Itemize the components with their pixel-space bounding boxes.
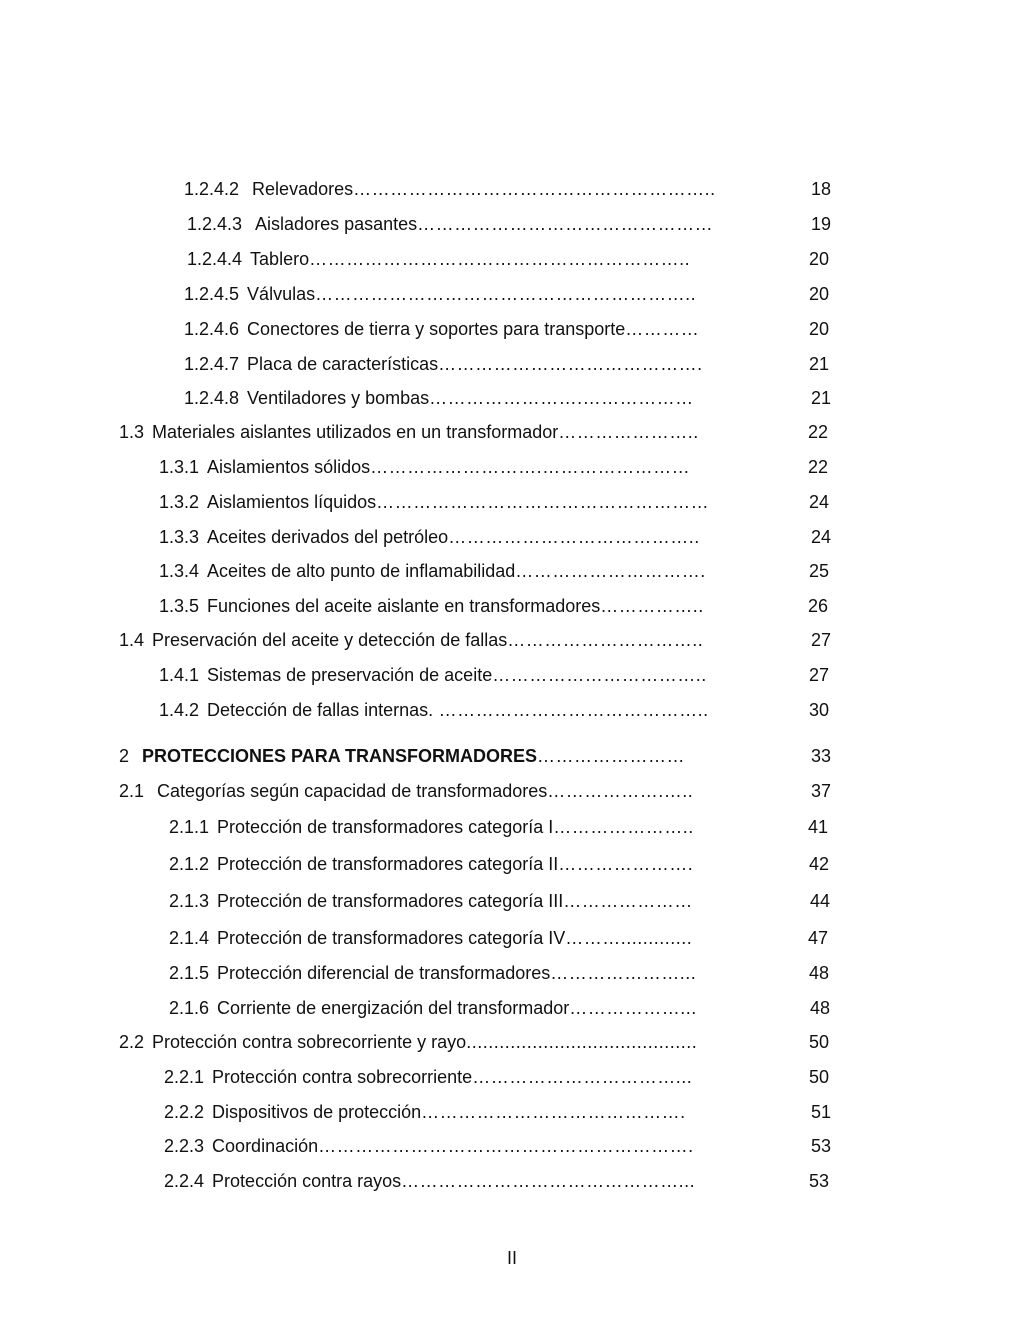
- toc-entry-leader: ……………………………………………………..: [309, 249, 691, 269]
- toc-entry: [0, 419, 1024, 445]
- toc-entry: [0, 211, 1024, 237]
- toc-entry-number: 2.2.3: [164, 1136, 205, 1156]
- toc-entry-text: [184, 281, 696, 307]
- toc-entry-leader: …………………………………………………….: [318, 1136, 694, 1156]
- toc-entry-text: [184, 176, 716, 202]
- toc-entry: [0, 697, 1024, 723]
- toc-entry-text: [159, 489, 709, 515]
- toc-entry-title: Placa de características: [247, 354, 439, 374]
- toc-entry-page: 37: [811, 781, 832, 801]
- toc-entry: [0, 1133, 1024, 1159]
- toc-entry-page: 44: [810, 891, 831, 911]
- toc-entry-page: 26: [808, 596, 829, 616]
- toc-entry-text: [119, 419, 699, 445]
- toc-entry-text: [164, 1099, 686, 1125]
- toc-entry-title: Aisladores pasantes: [255, 214, 418, 234]
- toc-entry-leader: …………………: [563, 891, 693, 911]
- toc-entry: [0, 814, 1024, 840]
- toc-entry-page: 21: [809, 354, 830, 374]
- toc-entry-page: 22: [808, 457, 829, 477]
- toc-entry-text: [169, 814, 694, 840]
- toc-entry: [0, 960, 1024, 986]
- toc-entry-text: [184, 351, 703, 377]
- toc-entry-text: [159, 524, 700, 550]
- toc-entry-title: Protección de transformadores categoría I: [217, 817, 554, 837]
- toc-entry-leader: ………………………….: [515, 561, 706, 581]
- toc-entry-number: 1.2.4.5: [184, 284, 240, 304]
- toc-entry-number: 1.2.4.8: [184, 388, 240, 408]
- toc-entry-number: 1.4.2: [159, 700, 200, 720]
- toc-entry: [0, 995, 1024, 1021]
- toc-entry-number: 2.2.4: [164, 1171, 205, 1191]
- toc-entry-text: [164, 1168, 695, 1194]
- toc-entry-text: [159, 697, 709, 723]
- toc-entry: [0, 489, 1024, 515]
- toc-entry-leader: ……………………………………..: [433, 700, 709, 720]
- toc-entry-leader: …………………….………………: [429, 388, 694, 408]
- toc-entry-title: Sistemas de preservación de aceite: [207, 665, 493, 685]
- toc-entry-leader: …………………..: [558, 422, 699, 442]
- toc-entry: [0, 176, 1024, 202]
- toc-entry-leader: …………: [625, 319, 700, 339]
- toc-entry-page: 25: [809, 561, 830, 581]
- toc-entry-page: 47: [808, 928, 829, 948]
- toc-entry-page: 22: [808, 422, 829, 442]
- toc-entry-leader: ……………..: [600, 596, 704, 616]
- toc-entry-page: 53: [809, 1171, 830, 1191]
- toc-entry-number: 1.2.4.2: [184, 179, 245, 199]
- toc-entry-number: 1.2.4.3: [187, 214, 248, 234]
- toc-entry: [0, 851, 1024, 877]
- toc-entry-title: Aceites derivados del petróleo: [207, 527, 449, 547]
- toc-entry-number: 2.1.3: [169, 891, 210, 911]
- toc-entry-page: 30: [809, 700, 830, 720]
- toc-entry-text: [164, 1133, 694, 1159]
- toc-entry-text: [169, 851, 693, 877]
- toc-entry: [0, 1099, 1024, 1125]
- toc-entry-leader: ……………………………...: [472, 1067, 693, 1087]
- toc-entry-page: 42: [809, 854, 830, 874]
- toc-entry-title: Materiales aislantes utilizados en un transformador: [152, 422, 559, 442]
- toc-entry-text: [169, 888, 693, 914]
- toc-entry: [0, 662, 1024, 688]
- toc-entry: [0, 524, 1024, 550]
- toc-entry-page: 48: [809, 963, 830, 983]
- toc-entry-page: 53: [811, 1136, 832, 1156]
- toc-entry-leader: ……….............: [565, 928, 693, 948]
- toc-entry-text: [119, 1029, 697, 1055]
- toc-entry-leader: ……………………………..: [492, 665, 707, 685]
- toc-entry-number: 1.2.4.4: [187, 249, 243, 269]
- toc-entry-page: 20: [809, 249, 830, 269]
- toc-entry-title: Relevadores: [252, 179, 354, 199]
- toc-entry-number: 1.2.4.7: [184, 354, 240, 374]
- toc-entry-leader: …………………………………….: [438, 354, 703, 374]
- toc-entry-number: 1.4.1: [159, 665, 200, 685]
- toc-entry-leader: …………………………………………: [417, 214, 714, 234]
- toc-entry-number: 2.1.2: [169, 854, 210, 874]
- toc-entry: [0, 1029, 1024, 1055]
- toc-entry-title: Detección de fallas internas.: [207, 700, 434, 720]
- toc-entry-title: Conectores de tierra y soportes para transporte: [247, 319, 626, 339]
- toc-entry-number: 2.1.1: [169, 817, 210, 837]
- toc-entry-page: 18: [811, 179, 832, 199]
- toc-entry-page: 24: [811, 527, 832, 547]
- toc-entry-number: 1.3.1: [159, 457, 200, 477]
- toc-entry-text: [159, 593, 704, 619]
- toc-entry-leader: …………………………..: [507, 630, 704, 650]
- toc-entry: [0, 385, 1024, 411]
- toc-entry-page: 48: [810, 998, 831, 1018]
- toc-entry-text: [169, 995, 697, 1021]
- toc-entry-page: 19: [811, 214, 832, 234]
- toc-entry-leader: ..........................................: [466, 1032, 698, 1052]
- toc-entry-leader: …………………………………………………..: [353, 179, 716, 199]
- toc-entry-title: Aislamientos líquidos: [207, 492, 377, 512]
- toc-entry-number: 2.1.5: [169, 963, 210, 983]
- toc-entry: [0, 558, 1024, 584]
- toc-entry-number: 1.4: [119, 630, 145, 650]
- toc-entry-text: [159, 662, 707, 688]
- toc-entry-leader: ……………….…..: [547, 781, 694, 801]
- toc-entry: [0, 1064, 1024, 1090]
- toc-entry-text: [119, 778, 693, 804]
- toc-entry-text: [159, 558, 706, 584]
- toc-entry-number: 1.3.4: [159, 561, 200, 581]
- toc-entry-text: [119, 627, 703, 653]
- toc-entry-title: Tablero: [250, 249, 310, 269]
- toc-entry-title: Coordinación: [212, 1136, 319, 1156]
- toc-entry-number: 2.2: [119, 1032, 145, 1052]
- toc-entry: [0, 743, 1024, 769]
- toc-entry-text: [187, 246, 690, 272]
- toc-entry-page: 20: [809, 319, 830, 339]
- toc-entry: [0, 778, 1024, 804]
- toc-entry-page: 33: [811, 746, 832, 766]
- toc-entry-text: [169, 925, 692, 951]
- toc-entry-title: Protección contra sobrecorriente: [212, 1067, 473, 1087]
- toc-entry-text: [184, 385, 694, 411]
- toc-entry-number: 2.2.2: [164, 1102, 205, 1122]
- toc-entry-leader: ………………….: [558, 854, 694, 874]
- toc-entry-title: Protección de transformadores categoría II: [217, 854, 559, 874]
- toc-entry-title: Corriente de energización del transformador: [217, 998, 570, 1018]
- toc-entry-page: 50: [809, 1032, 830, 1052]
- toc-entry: [0, 925, 1024, 951]
- toc-entry-leader: ………………...: [569, 998, 697, 1018]
- toc-entry-number: 1.2.4.6: [184, 319, 240, 339]
- toc-entry-page: 51: [811, 1102, 832, 1122]
- toc-entry-leader: ……………………………………………………..: [315, 284, 697, 304]
- toc-entry-page: 21: [811, 388, 832, 408]
- toc-entry-leader: …………………………………….: [421, 1102, 686, 1122]
- toc-entry-leader: ……………………: [537, 746, 686, 766]
- toc-entry-title: Funciones del aceite aislante en transformadores: [207, 596, 601, 616]
- toc-entry-leader: …………………………………..: [448, 527, 700, 547]
- toc-entry-title: Categorías según capacidad de transformadores: [157, 781, 548, 801]
- toc-entry-number: 2: [119, 746, 135, 766]
- toc-entry-leader: …………………..: [553, 817, 694, 837]
- toc-entry-text: [169, 960, 696, 986]
- toc-entry-title: Válvulas: [247, 284, 316, 304]
- toc-entry-text: [184, 316, 699, 342]
- toc-entry-number: 2.1.6: [169, 998, 210, 1018]
- toc-entry-leader: ………………………………………...: [401, 1171, 696, 1191]
- toc-entry-number: 1.3.2: [159, 492, 200, 512]
- toc-entry-leader: ………………………………………………: [376, 492, 710, 512]
- toc-entry-number: 1.3.3: [159, 527, 200, 547]
- toc-entry-title: PROTECCIONES PARA TRANSFORMADORES: [142, 746, 538, 766]
- toc-entry-title: Protección de transformadores categoría IV: [217, 928, 566, 948]
- toc-entry-title: Aceites de alto punto de inflamabilidad: [207, 561, 516, 581]
- toc-entry: [0, 246, 1024, 272]
- toc-entry: [0, 1168, 1024, 1194]
- toc-entry: [0, 351, 1024, 377]
- toc-entry-text: [119, 743, 685, 769]
- toc-entry-leader: ……………………….……………………: [370, 457, 691, 477]
- toc-entry-page: 27: [811, 630, 832, 650]
- toc-entry-page: 24: [809, 492, 830, 512]
- toc-entry-title: Protección diferencial de transformadores: [217, 963, 551, 983]
- toc-entry-page: 27: [809, 665, 830, 685]
- toc-entry-title: Protección contra rayos: [212, 1171, 402, 1191]
- toc-entry-number: 2.1: [119, 781, 150, 801]
- toc-entry-text: [159, 454, 690, 480]
- toc-entry-title: Dispositivos de protección: [212, 1102, 422, 1122]
- toc-entry-page: 20: [809, 284, 830, 304]
- toc-entry-title: Preservación del aceite y detección de fallas: [152, 630, 508, 650]
- toc-entry-page: 41: [808, 817, 829, 837]
- toc-entry-text: [187, 211, 713, 237]
- toc-entry-number: 1.3.5: [159, 596, 200, 616]
- toc-entry: [0, 454, 1024, 480]
- toc-entry: [0, 281, 1024, 307]
- toc-entry-title: Protección contra sobrecorriente y rayo: [152, 1032, 467, 1052]
- toc-entry-page: 50: [809, 1067, 830, 1087]
- toc-entry-title: Protección de transformadores categoría III: [217, 891, 564, 911]
- toc-entry-number: 2.1.4: [169, 928, 210, 948]
- toc-entry-number: 2.2.1: [164, 1067, 205, 1087]
- toc-entry-text: [164, 1064, 692, 1090]
- toc-entry: [0, 627, 1024, 653]
- toc-entry: [0, 888, 1024, 914]
- toc-entry-leader: …………………...: [550, 963, 697, 983]
- toc-entry-number: 1.3: [119, 422, 145, 442]
- toc-entry-title: Ventiladores y bombas: [247, 388, 430, 408]
- page-number: II: [506, 1248, 517, 1268]
- toc-entry: [0, 316, 1024, 342]
- toc-entry-title: Aislamientos sólidos: [207, 457, 371, 477]
- toc-entry: [0, 593, 1024, 619]
